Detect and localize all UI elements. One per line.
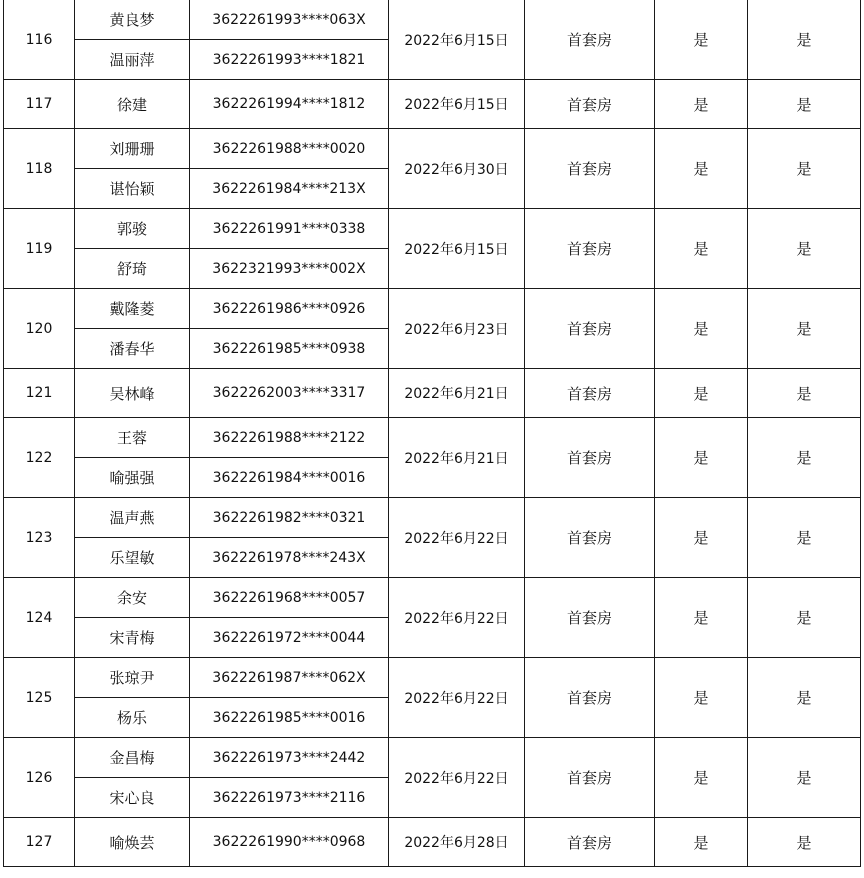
record-date: 2022年6月28日: [389, 818, 525, 867]
id-number: 3622261985****0016: [190, 698, 389, 738]
record-date: 2022年6月15日: [389, 80, 525, 129]
status-col6: 是: [655, 498, 748, 578]
record-date: 2022年6月22日: [389, 738, 525, 818]
id-number: 3622261982****0321: [190, 498, 389, 538]
id-number: 3622261973****2442: [190, 738, 389, 778]
house-type: 首套房: [525, 129, 655, 209]
id-number: 3622261984****0016: [190, 458, 389, 498]
id-number: 3622261994****1812: [190, 80, 389, 129]
applicant-name: 黄良梦: [75, 0, 190, 40]
house-type: 首套房: [525, 0, 655, 80]
record-number: 125: [4, 658, 75, 738]
status-col6: 是: [655, 658, 748, 738]
record-date: 2022年6月22日: [389, 498, 525, 578]
status-col7: 是: [748, 578, 861, 658]
status-col6: 是: [655, 418, 748, 498]
table-row: [4, 498, 861, 538]
record-number: 124: [4, 578, 75, 658]
id-number: 3622261991****0338: [190, 209, 389, 249]
record-number: 123: [4, 498, 75, 578]
status-col6: 是: [655, 369, 748, 418]
id-number: 3622261986****0926: [190, 289, 389, 329]
applicant-name: 宋心良: [75, 778, 190, 818]
table-row: [4, 0, 861, 40]
house-type: 首套房: [525, 289, 655, 369]
table-row: [4, 658, 861, 698]
status-col7: 是: [748, 369, 861, 418]
table-row: [4, 578, 861, 618]
record-date: 2022年6月30日: [389, 129, 525, 209]
house-type: 首套房: [525, 658, 655, 738]
applicant-name: 余安: [75, 578, 190, 618]
applicant-name: 张琼尹: [75, 658, 190, 698]
id-number: 3622261993****063X: [190, 0, 389, 40]
status-col7: 是: [748, 818, 861, 867]
applicant-table-body: [4, 0, 861, 867]
applicant-name: 郭骏: [75, 209, 190, 249]
status-col6: 是: [655, 818, 748, 867]
id-number: 3622261985****0938: [190, 329, 389, 369]
house-type: 首套房: [525, 209, 655, 289]
status-col7: 是: [748, 209, 861, 289]
applicant-name: 刘珊珊: [75, 129, 190, 169]
applicant-name: 喻焕芸: [75, 818, 190, 867]
status-col6: 是: [655, 289, 748, 369]
table-row: [4, 289, 861, 329]
table-row: [4, 418, 861, 458]
status-col7: 是: [748, 289, 861, 369]
applicant-name: 吴林峰: [75, 369, 190, 418]
id-number: 3622261993****1821: [190, 40, 389, 80]
applicant-name: 杨乐: [75, 698, 190, 738]
record-number: 126: [4, 738, 75, 818]
record-number: 116: [4, 0, 75, 80]
table-row: [4, 818, 861, 867]
record-date: 2022年6月15日: [389, 0, 525, 80]
table-row: [4, 209, 861, 249]
id-number: 3622261978****243X: [190, 538, 389, 578]
id-number: 3622261984****213X: [190, 169, 389, 209]
status-col6: 是: [655, 0, 748, 80]
record-date: 2022年6月15日: [389, 209, 525, 289]
status-col7: 是: [748, 498, 861, 578]
record-number: 121: [4, 369, 75, 418]
house-type: 首套房: [525, 498, 655, 578]
id-number: 3622321993****002X: [190, 249, 389, 289]
status-col6: 是: [655, 209, 748, 289]
record-number: 117: [4, 80, 75, 129]
applicant-name: 乐望敏: [75, 538, 190, 578]
record-date: 2022年6月21日: [389, 418, 525, 498]
table-row: [4, 738, 861, 778]
id-number: 3622261972****0044: [190, 618, 389, 658]
house-type: 首套房: [525, 578, 655, 658]
applicant-name: 戴隆菱: [75, 289, 190, 329]
applicant-name: 徐建: [75, 80, 190, 129]
status-col6: 是: [655, 738, 748, 818]
house-type: 首套房: [525, 418, 655, 498]
status-col7: 是: [748, 129, 861, 209]
record-number: 122: [4, 418, 75, 498]
status-col7: 是: [748, 418, 861, 498]
house-type: 首套房: [525, 369, 655, 418]
status-col6: 是: [655, 578, 748, 658]
record-date: 2022年6月23日: [389, 289, 525, 369]
status-col7: 是: [748, 738, 861, 818]
house-type: 首套房: [525, 738, 655, 818]
record-number: 118: [4, 129, 75, 209]
table-row: [4, 80, 861, 129]
id-number: 3622261990****0968: [190, 818, 389, 867]
record-date: 2022年6月22日: [389, 658, 525, 738]
applicant-name: 宋青梅: [75, 618, 190, 658]
applicant-name: 喻强强: [75, 458, 190, 498]
id-number: 3622261988****2122: [190, 418, 389, 458]
record-date: 2022年6月21日: [389, 369, 525, 418]
applicant-name: 温丽萍: [75, 40, 190, 80]
id-number: 3622261973****2116: [190, 778, 389, 818]
house-type: 首套房: [525, 818, 655, 867]
status-col7: 是: [748, 0, 861, 80]
table-row: [4, 369, 861, 418]
applicant-name: 舒琦: [75, 249, 190, 289]
status-col6: 是: [655, 129, 748, 209]
house-type: 首套房: [525, 80, 655, 129]
applicant-name: 王蓉: [75, 418, 190, 458]
table-row: [4, 129, 861, 169]
applicant-name: 金昌梅: [75, 738, 190, 778]
id-number: 3622261987****062X: [190, 658, 389, 698]
record-number: 120: [4, 289, 75, 369]
applicant-name: 谌怡颖: [75, 169, 190, 209]
id-number: 3622261988****0020: [190, 129, 389, 169]
applicant-table: [3, 0, 861, 867]
status-col7: 是: [748, 80, 861, 129]
record-number: 127: [4, 818, 75, 867]
applicant-name: 潘春华: [75, 329, 190, 369]
applicant-name: 温声燕: [75, 498, 190, 538]
status-col6: 是: [655, 80, 748, 129]
id-number: 3622261968****0057: [190, 578, 389, 618]
status-col7: 是: [748, 658, 861, 738]
record-number: 119: [4, 209, 75, 289]
record-date: 2022年6月22日: [389, 578, 525, 658]
id-number: 3622262003****3317: [190, 369, 389, 418]
